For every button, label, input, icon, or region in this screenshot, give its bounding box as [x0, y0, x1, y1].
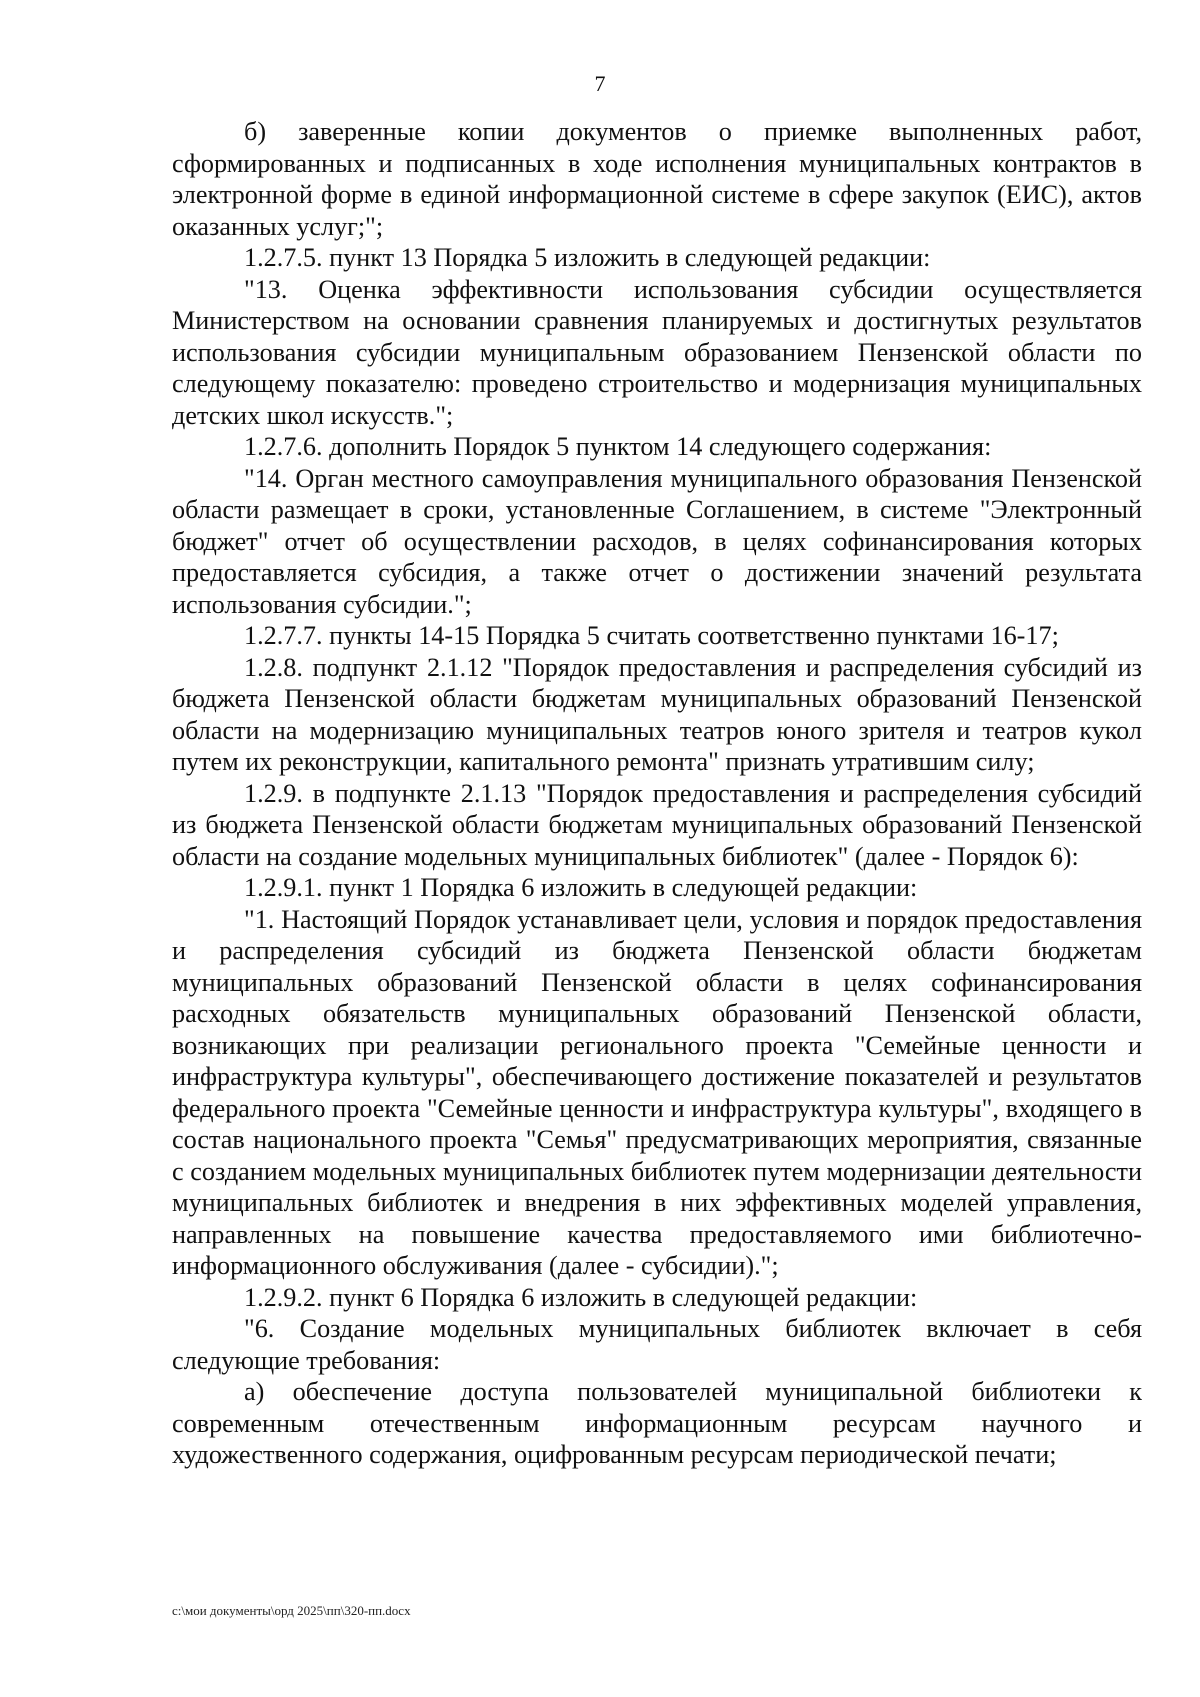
paragraph-1-2-9-1: 1.2.9.1. пункт 1 Порядка 6 изложить в следующей редакции:	[244, 873, 918, 902]
page-number: 7	[594, 71, 606, 96]
paragraph-1-2-9: 1.2.9. в подпункте 2.1.13 "Порядок предоставления и распределения субсидий из бюджета Пензенской области бюджетам муниципальных образований Пензенской области на создание модельных муниципальных библиотек" (далее - Порядок 6):	[172, 778, 1142, 871]
paragraph-1-2-7-6: 1.2.7.6. дополнить Порядок 5 пунктом 14 следующего содержания:	[244, 432, 992, 461]
paragraph-item-b-certified-copies: б) заверенные копии документов о приемке выполненных работ, сформированных и подписанных в ходе исполнения муниципальных контрактов в электронной форме в единой информационной системе в сфере закупок (ЕИС), актов оказанных услуг;";	[172, 117, 1142, 241]
paragraph-1-2-9-2: 1.2.9.2. пункт 6 Порядка 6 изложить в следующей редакции:	[244, 1282, 918, 1312]
paragraph-point-1-text: "1. Настоящий Порядок устанавливает цели, условия и порядок предоставления и распределения субсидий из бюджета Пензенской области бюджетам муниципальных образований Пензенской области в целях софинансирования расходных обязательств муниципальных образований Пензенской области, возникающих при реализации регионального проекта "Семейные ценности и инфраструктура культуры", обеспечивающего достижение показателей и результатов федерального проекта "Семейные ценности и инфраструктура культуры", входящего в состав национального проекта "Семья" предусматривающих мероприятия, связанные с созданием модельных муниципальных библиотек путем модернизации деятельности муниципальных библиотек и внедрения в них эффективных моделей управления, направленных на повышение качества предоставляемого ими библиотечно-информационного обслуживания (далее - субсидии).";	[172, 904, 1142, 1280]
footer-file-path: c:\мои документы\орд 2025\пп\320-пп.docx	[172, 1603, 411, 1618]
paragraph-point-6-text: "6. Создание модельных муниципальных библиотек включает в себя следующие требования:	[172, 1314, 1142, 1375]
document-body	[172, 116, 1142, 1471]
paragraph-1-2-8: 1.2.8. подпункт 2.1.12 "Порядок предоставления и распределения субсидий из бюджета Пензенской области бюджетам муниципальных образований Пензенской области на модернизацию муниципальных театров юного зрителя и театров кукол путем их реконструкции, капитального ремонта" признать утратившим силу;	[172, 652, 1142, 776]
paragraph-1-2-7-5: 1.2.7.5. пункт 13 Порядка 5 изложить в следующей редакции:	[244, 243, 931, 272]
paragraph-point-14-text: "14. Орган местного самоуправления муниципального образования Пензенской области размещает в сроки, установленные Соглашением, в системе "Электронный бюджет" отчет об осуществлении расходов, в целях софинансирования которых предоставляется субсидия, а также отчет о достижении значений результата использования субсидии.";	[172, 463, 1142, 619]
paragraph-1-2-7-7: 1.2.7.7. пункты 14-15 Порядка 5 считать соответственно пунктами 16-17;	[244, 621, 1059, 650]
paragraph-point-13-text: "13. Оценка эффективности использования субсидии осуществляется Министерством на основании сравнения планируемых и достигнутых результатов использования субсидии муниципальным образованием Пензенской области по следующему показателю: проведено строительство и модернизация муниципальных детских школ искусств.";	[172, 274, 1142, 430]
paragraph-item-a-access: а) обеспечение доступа пользователей муниципальной библиотеки к современным отечественным информационным ресурсам научного и художественного содержания, оцифрованным ресурсам периодической печати;	[172, 1377, 1142, 1469]
